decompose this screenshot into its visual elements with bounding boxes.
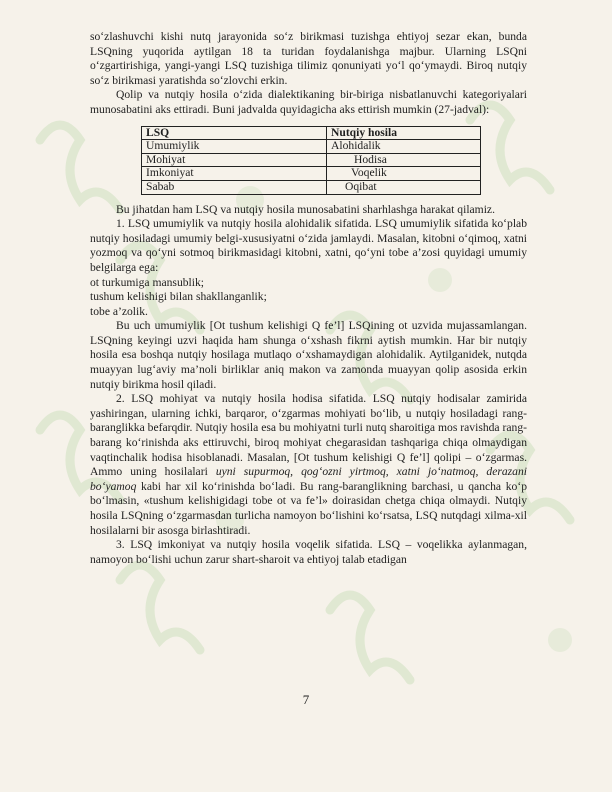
watermark-glyph — [330, 595, 410, 680]
table-header-row — [142, 126, 481, 140]
page-number: 7 — [302, 692, 310, 707]
paragraph-6 — [90, 392, 527, 538]
table-cell: Hodisa — [327, 153, 481, 167]
table-cell: Alohidalik — [327, 140, 481, 154]
paragraph-6-text: 2. LSQ mohiyat va nutqiy hosila hodisa sifatida. LSQ nutqiy hodisalar zamirida yashiringan, ularning ichki, barqaror, o‘zgarmas mohiyati bo‘lib, u nutqiy hosiladagi rang-baranglikka befarqdir. Nutqiy hosila esa bu mohiyatni turli nutq sharoitiga mos ravishda rang-barang ko‘rinishda aks ettiruvchi, biroq mohiyat chegarasidan tashqariga chiqa olmaydigan vaqtinchalik hodisa hisoblanadi. Masalan, [Ot tushum kelishigi Q fe’l] qolipi – o‘zgarmas. Ammo uning hosilalari — [90, 392, 527, 479]
table-header-cell: LSQ — [142, 126, 327, 140]
lsq-comparison-table — [141, 126, 481, 195]
list-item: tobe a’zolik. — [90, 304, 148, 318]
table-cell: Sabab — [142, 180, 327, 194]
paragraph-2: Qolip va nutqiy hosila o‘zida dialektikaning bir-biriga nisbatlanuvchi kategoriyalari munosabatini aks ettiradi. Buni jadvalda quyidagicha aks ettirish mumkin (27-jadval): — [90, 88, 527, 116]
table-row — [142, 153, 481, 167]
paragraph-5: Bu uch umumiylik [Ot tushum kelishigi Q fe’l] LSQining ot uzvida mujassamlangan. LSQning keyingi uzvi haqida ham shunga o‘xshash fikrni aytish mumkin. Har bir nutqiy hosila esa boshqa nutqiy hosilaga mutlaqo o‘xshamaydigan alohidalik. Aytilganidek, nutqda muayyan lug‘aviy ma’noli birliklar aniq makon va zamonda muayyan qolip asosida erkin nutqiy birikma hosil qiladi. — [90, 319, 527, 391]
list-item: ot turkumiga mansublik; — [90, 275, 204, 289]
table-row — [142, 180, 481, 194]
list-item: tushum kelishigi bilan shakllanganlik; — [90, 290, 267, 304]
table-cell: Voqelik — [327, 167, 481, 181]
table-header-cell: Nutqiy hosila — [327, 126, 481, 140]
table-cell: Imkoniyat — [142, 167, 327, 181]
watermark-dot — [548, 628, 572, 652]
paragraph-6-text-end: kabi har xil ko‘rinishda bo‘ladi. Bu rang-baranglikning barchasi, u qancha ko‘p bo‘lmasin, «tushum kelishigidagi tobe ot va fe’l» doirasidan chetga chiqa olmaydi. Nutqiy hosila LSQning o‘zgarmasdan turlicha namoyon bo‘lishini ko‘rsatsa, LSQ nutqdagi xilma-xil hosilalarni bir asosga birlashtiradi. — [90, 479, 527, 537]
table-cell: Umumiylik — [142, 140, 327, 154]
paragraph-4: 1. LSQ umumiylik va nutqiy hosila alohidalik sifatida. LSQ umumiylik sifatida ko‘plab nutqiy hosiladagi umumiy belgi-xususiyatni o‘zida jamlaydi. Masalan, kitobni o‘qimoq, xatni yozmoq va qo‘yni sotmoq birikmasidagi kitobni, xatni, qo‘yni tobe a’zosi quyidagi umumiy belgilarga ega: — [90, 217, 527, 274]
table-cell: Oqibat — [327, 180, 481, 194]
table-cell: Mohiyat — [142, 153, 327, 167]
table-row — [142, 167, 481, 181]
italic-examples: uyni supurmoq, qog‘ozni yirtmoq, xatni jo‘natmoq, derazani bo‘yamoq — [90, 465, 528, 493]
page-body — [90, 30, 527, 567]
paragraph-1: so‘zlashuvchi kishi nutq jarayonida so‘z birikmasi tuzishga ehtiyoj sezar ekan, bunda LSQning yuqorida aytilgan 18 ta turidan foydalanishga majbur. Ularning LSQni o‘zgartirishiga, yangi-yangi LSQ tuzishiga tilimiz qonuniyati yo‘l qo‘ymaydi. Biroq nutqiy so‘z birikmasi yaratishda so‘zlovchi erkin. — [90, 30, 527, 87]
paragraph-3: Bu jihatdan ham LSQ va nutqiy hosila munosabatini sharhlashga harakat qilamiz. — [116, 202, 495, 216]
paragraph-7: 3. LSQ imkoniyat va nutqiy hosila voqelik sifatida. LSQ – voqelikka aylanmagan, namoyon bo‘lishi uchun zarur shart-sharoit va ehtiyoj talab etadigan — [90, 538, 527, 566]
watermark-glyph — [120, 565, 200, 650]
table-row — [142, 140, 481, 154]
